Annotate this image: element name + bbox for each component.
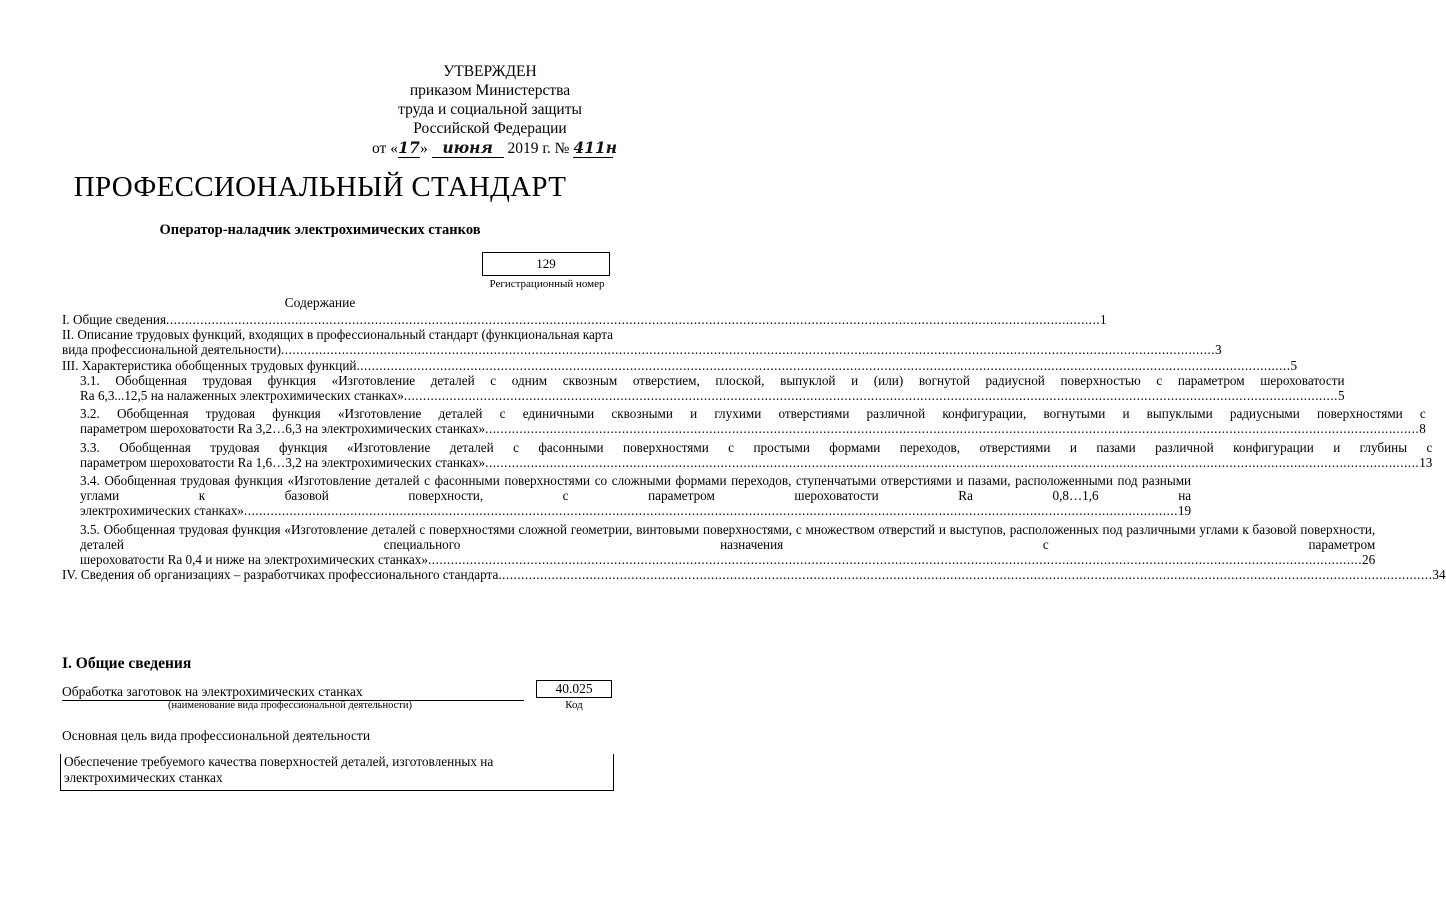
toc-entry-title: параметром шероховатости Ra 3,2…6,3 на электрохимических станках» bbox=[80, 421, 486, 437]
toc-entry-title: III. Характеристика обобщенных трудовых функций bbox=[62, 357, 357, 373]
toc-entry-page: 5 bbox=[1290, 357, 1298, 373]
toc-entry-body: 3.3. Обобщенная трудовая функция «Изготовление деталей с фасонными поверхностями с простыми формами переходов, отверстиями и пазами различной конфигурации и глубины с bbox=[80, 439, 1433, 455]
activity-caption: (наименование вида профессиональной деятельности) bbox=[168, 700, 412, 711]
goal-heading: Основная цель вида профессиональной деятельности bbox=[62, 728, 371, 743]
code-caption: Код bbox=[565, 699, 583, 711]
date-mid: » bbox=[419, 140, 428, 157]
toc-entry-title: шероховатости Ra 0,4 и ниже на электрохимических станках» bbox=[80, 552, 428, 568]
activity-name: Обработка заготовок на электрохимических станках bbox=[62, 684, 524, 701]
toc-entry-page: 26 bbox=[1362, 552, 1376, 568]
approval-date-line bbox=[372, 138, 620, 158]
section-heading: I. Общие сведения bbox=[62, 655, 192, 672]
toc-leader bbox=[428, 552, 1362, 567]
toc-entry bbox=[62, 327, 1222, 358]
toc-entry-page: 34 bbox=[1432, 567, 1446, 583]
toc-entry-page: 13 bbox=[1419, 454, 1433, 470]
toc-entry-page: 1 bbox=[1100, 312, 1107, 327]
toc-entry-body: 3.2. Обобщенная трудовая функция «Изготовление деталей с единичными сквозными и глухими отверстиями различной конфигурации, вогнутыми и выпуклыми радиусными поверхностями с bbox=[80, 406, 1426, 422]
toc-leader bbox=[166, 312, 1100, 327]
date-year: 2019 г. № bbox=[507, 140, 570, 157]
handwritten-month: июня bbox=[432, 138, 504, 158]
approval-line-3: труда и социальной защиты bbox=[398, 101, 582, 118]
contents-heading: Содержание bbox=[284, 295, 356, 310]
toc-leader bbox=[404, 388, 1338, 403]
date-prefix: от « bbox=[372, 140, 398, 157]
table-of-contents bbox=[62, 312, 1446, 583]
registration-number-box: 129 bbox=[482, 252, 610, 276]
toc-leader bbox=[281, 342, 1215, 357]
goal-text: Обеспечение требуемого качества поверхностей деталей, изготовленных на электрохимических станках bbox=[64, 754, 494, 785]
toc-entry bbox=[62, 473, 1192, 519]
toc-entry-title: вида профессиональной деятельности) bbox=[62, 342, 281, 358]
toc-entry-page: 3 bbox=[1215, 342, 1222, 358]
approval-line-4: Российской Федерации bbox=[413, 120, 567, 137]
toc-entry-title: Ra 6,3...12,5 на налаженных электрохимических станках» bbox=[80, 388, 404, 404]
toc-entry-page: 8 bbox=[1419, 421, 1426, 437]
toc-leader bbox=[485, 455, 1419, 470]
toc-leader bbox=[244, 503, 1178, 518]
toc-entry bbox=[62, 439, 1433, 470]
approval-line-1: УТВЕРЖДЕН bbox=[443, 63, 537, 80]
toc-leader bbox=[356, 358, 1290, 373]
toc-entry-title: электрохимических станках» bbox=[80, 503, 244, 519]
toc-entry bbox=[62, 357, 1298, 373]
toc-entry-title: I. Общие сведения bbox=[62, 312, 167, 327]
document-title: ПРОФЕССИОНАЛЬНЫЙ СТАНДАРТ bbox=[73, 171, 567, 203]
toc-entry-title: IV. Сведения об организациях – разработчиках профессионального стандарта bbox=[62, 567, 499, 583]
toc-entry-title: параметром шероховатости Ra 1,6…3,2 на электрохимических станках» bbox=[80, 454, 486, 470]
toc-entry-body: II. Описание трудовых функций, входящих в профессиональный стандарт (функциональная карта bbox=[62, 327, 613, 343]
toc-entry-body: 3.5. Обобщенная трудовая функция «Изготовление деталей с поверхностями сложной геометрии, винтовыми поверхностями, с множеством отверстий и выступов, расположенных под различными углами к базовой поверхности, деталей специального назначения с параметром bbox=[80, 521, 1376, 552]
toc-entry bbox=[62, 521, 1376, 568]
toc-entry-body: 3.1. Обобщенная трудовая функция «Изготовление деталей с одним сквозным отверстием, плоской, выпуклой и (или) вогнутой радиусной поверхностью с параметром шероховатости bbox=[80, 372, 1345, 388]
approval-block bbox=[360, 62, 620, 158]
handwritten-order-number: 411н bbox=[573, 138, 618, 157]
approval-line-2: приказом Министерства bbox=[409, 82, 571, 99]
toc-entry bbox=[62, 567, 1446, 583]
toc-entry-page: 19 bbox=[1177, 503, 1192, 519]
registration-number-label: Регистрационный номер bbox=[489, 278, 605, 290]
activity-code-box: 40.025 bbox=[536, 680, 612, 698]
document-subtitle: Оператор-наладчик электрохимических станков bbox=[159, 222, 481, 238]
toc-entry-body: 3.4. Обобщенная трудовая функция «Изготовление деталей с фасонными поверхностями со сложными формами переходов, ступенчатыми отверстиями и пазами, расположенными под разными углами к базовой поверхности, с параметром шероховатости Ra 0,8…1,6 на bbox=[80, 473, 1192, 504]
toc-leader bbox=[485, 421, 1419, 436]
toc-leader bbox=[498, 567, 1432, 582]
toc-entry bbox=[62, 372, 1345, 404]
toc-entry bbox=[62, 312, 1107, 327]
toc-entry bbox=[62, 406, 1426, 437]
handwritten-day: 17 bbox=[398, 138, 420, 157]
toc-entry-page: 5 bbox=[1337, 388, 1345, 404]
